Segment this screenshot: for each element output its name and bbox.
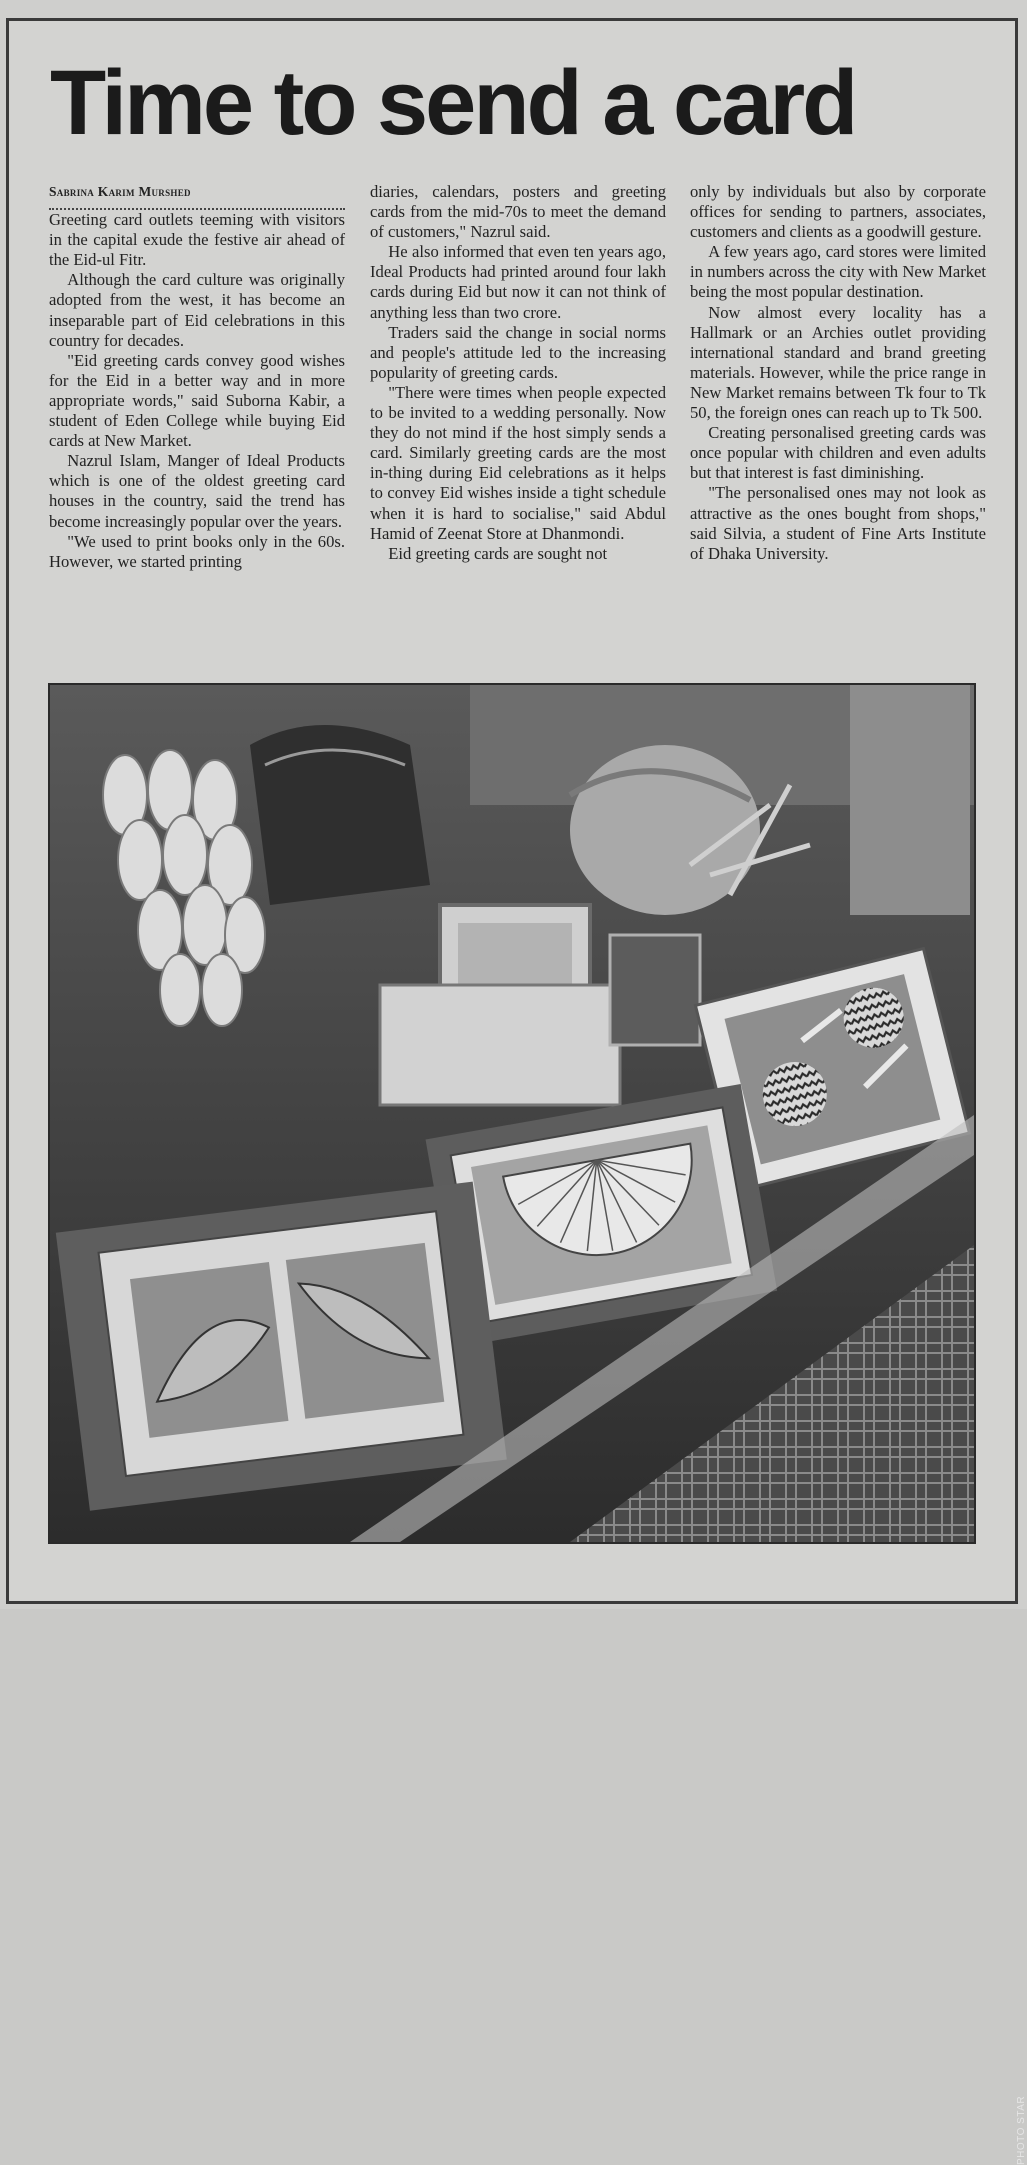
paragraph: Eid greeting cards are sought not	[388, 543, 608, 563]
article-column-2	[370, 182, 666, 564]
paragraph: A few years ago, card stores were limited in numbers across the city with New Market being the most popular destination.	[690, 242, 986, 302]
paragraph: "There were times when people expected to be invited to a wedding personally. Now they do not mind if the host simply sends a card. Similarly greeting cards are the most in-thing during Eid celebrations as it helps to convey Eid wishes inside a tight schedule when it is hard to socialise," said Abdul Hamid of Zeenat Store at Dhanmondi.	[370, 382, 666, 543]
paragraph: "Eid greeting cards convey good wishes for the Eid in a better way and in more appropriate words," said Suborna Kabir, a student of Eden College while buying Eid cards at New Market.	[49, 350, 345, 451]
article-column-1	[49, 182, 345, 572]
byline: Sabrina Karim Murshed	[49, 182, 345, 210]
paragraph: "We used to print books only in the 60s. However, we started printing	[49, 531, 345, 571]
paragraph: "The personalised ones may not look as attractive as the ones bought from shops," said Silvia, a student of Fine Arts Institute of Dhaka University.	[690, 483, 986, 563]
paragraph: only by individuals but also by corporate offices for sending to partners, associates, customers and clients as a goodwill gesture.	[690, 182, 986, 242]
paragraph: diaries, calendars, posters and greeting cards from the mid-70s to meet the demand of customers," Nazrul said.	[370, 182, 666, 242]
article-photo	[48, 683, 1027, 2165]
photo-credit: PHOTO STAR	[1016, 2095, 1027, 2165]
greeting-cards-photo	[50, 685, 974, 1542]
article-column-3	[690, 182, 986, 564]
paragraph: Traders said the change in social norms and people's attitude led to the increasing popularity of greeting cards.	[370, 322, 666, 382]
paragraph: Although the card culture was originally adopted from the west, it has become an inseparable part of Eid celebrations in this country for decades.	[49, 270, 345, 350]
paragraph: Creating personalised greeting cards was once popular with children and even adults but that interest is fast diminishing.	[690, 423, 986, 483]
headline: Time to send a card	[50, 52, 856, 154]
paragraph: Greeting card outlets teeming with visitors in the capital exude the festive air ahead of the Eid-ul Fitr.	[49, 210, 345, 270]
paragraph: He also informed that even ten years ago, Ideal Products had printed around four lakh cards during Eid but now it can not think of anything less than two crore.	[370, 242, 666, 322]
paragraph: Now almost every locality has a Hallmark or an Archies outlet providing international standard and brand greeting materials. However, while the price range in New Market remains between Tk four to Tk 50, the foreign ones can reach up to Tk 500.	[690, 302, 986, 423]
paragraph: Nazrul Islam, Manger of Ideal Products which is one of the oldest greeting card houses in the country, said the trend has become increasingly popular over the years.	[49, 451, 345, 531]
